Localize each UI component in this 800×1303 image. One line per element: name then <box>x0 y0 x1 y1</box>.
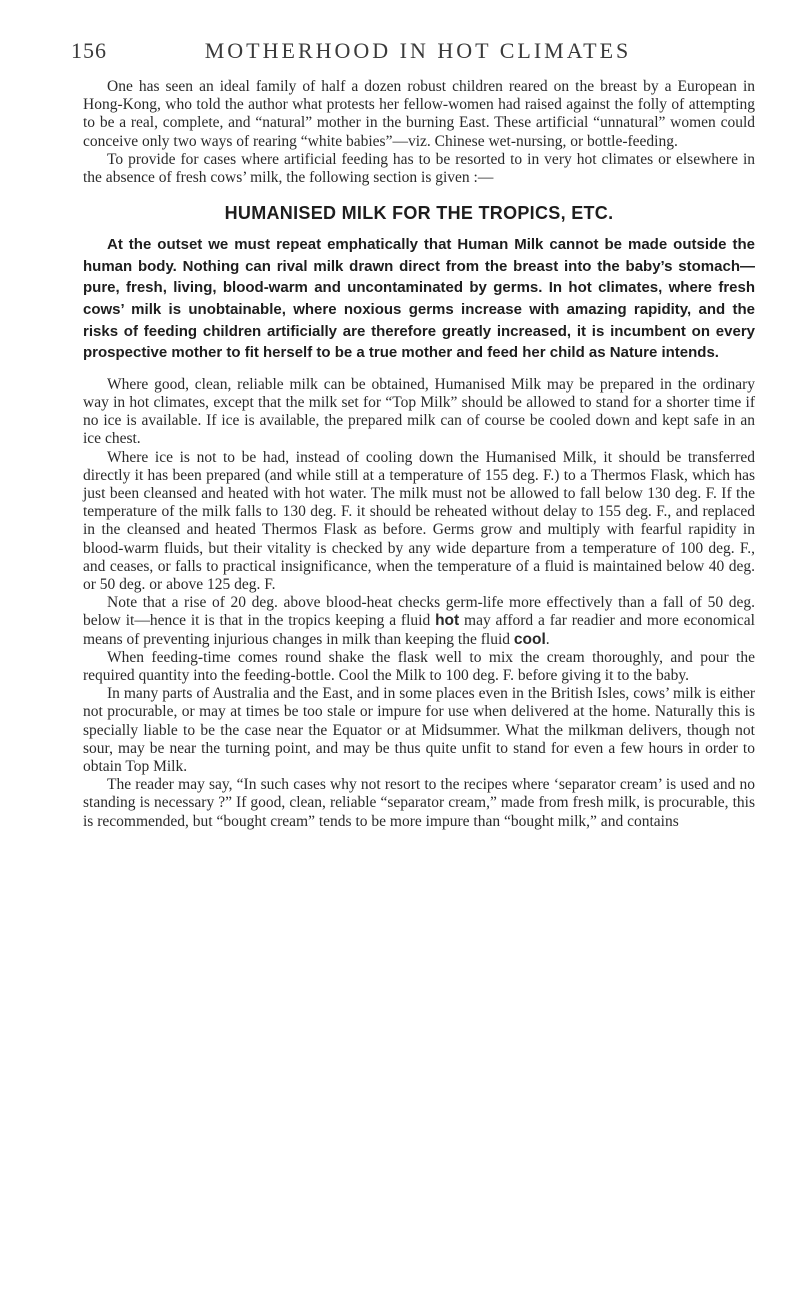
text-run: . <box>545 630 550 648</box>
paragraph: Where ice is not to be had, instead of cooling down the Humanised Milk, it should be transferred directly it has been prepared (and while still at a temperature of 155 deg. F.) to a Thermos Flask, which has just been cleansed and heated with hot water. The milk must not be allowed to fall below 130 deg. F. If the temperature of the milk falls to 130 deg. F. it should be reheated without delay to 155 deg. F., and replaced in the cleansed and heated Thermos Flask as before. Germs grow and multiply with fearful rapidity in blood-warm fluids, but their vitality is checked by any wide departure from a temperature of 100 deg. F., and ceases, or falls to practical insignificance, when the temperature of a fluid is maintained below 40 deg. or 50 deg. or above 125 deg. F. <box>83 448 755 594</box>
emphasis-paragraph: At the outset we must repeat emphatically that Human Milk cannot be made outside the human body. Nothing can rival milk drawn direct from the breast into the baby’s stomach—pure, fresh, living, blood-warm and uncontaminated by germs. In hot climates, where fresh cows’ milk is unobtainable, where noxious germs increase with amazing rapidity, and the risks of feeding children artificially are therefore greatly increased, it is incumbent on every prospective mother to fit herself to be a true mother and feed her child as Nature intends. <box>83 236 755 362</box>
section-heading: HUMANISED MILK FOR THE TROPICS, ETC. <box>224 203 614 224</box>
running-head: MOTHERHOOD IN HOT CLIMATES <box>204 38 632 63</box>
paragraph: The reader may say, “In such cases why not resort to the recipes where ‘separator cream’ is used and no standing is necessary ?” If good, clean, reliable “separator cream,” made from fresh milk, is procurable, this is recommended, but “bought cream” tends to be more impure than “bought milk,” and contains <box>83 776 755 830</box>
paragraph <box>83 594 755 649</box>
paragraph: When feeding-time comes round shake the flask well to mix the cream thoroughly, and pour the required quantity into the feeding-bottle. Cool the Milk to 100 deg. F. before giving it to the baby. <box>83 648 755 685</box>
bold-word-cool: cool <box>513 630 546 648</box>
paragraph: To provide for cases where artificial feeding has to be resorted to in very hot climates or elsewhere in the absence of fresh cows’ milk, the following section is given :— <box>83 150 755 187</box>
emphasis-block <box>83 234 755 364</box>
paragraph: Where good, clean, reliable milk can be obtained, Humanised Milk may be prepared in the ordinary way in hot climates, except that the milk set for “Top Milk” should be allowed to stand for a shorter time if no ice is available. If ice is available, the prepared milk can of course be cooled down and kept safe in an ice chest. <box>83 375 755 448</box>
text-run: Note that a rise of 20 deg. above blood-heat checks germ-life more effectively than a fall of 50 deg. below it—hence it is that in the tropics keeping a fluid <box>83 594 755 630</box>
paragraph: One has seen an ideal family of half a dozen robust children reared on the breast by a European in Hong-Kong, who told the author what protests her fellow-women had raised against the folly of attempting to be a real, complete, and “natural” mother in the burning East. These artificial “unnatural” women could conceive only two ways of rearing “white babies”—viz. Chinese wet-nursing, or bottle-feeding. <box>83 78 755 150</box>
page-header <box>71 38 755 78</box>
text-run: may afford a far readier and more economical means of preventing injurious changes in milk than keeping the fluid <box>83 612 755 648</box>
page-number: 156 <box>71 38 107 63</box>
book-page <box>71 38 755 831</box>
paragraph: In many parts of Australia and the East, and in some places even in the British Isles, cows’ milk is either not procurable, or may at times be too stale or impure for use when delivered at the home. Naturally this is specially liable to be the case near the Equator or at Midsummer. What the milkman delivers, though not sour, may be near the turning point, and may be thus quite unfit to stand for even a few hours in order to obtain Top Milk. <box>83 685 755 776</box>
intro-text <box>83 78 755 187</box>
body-text <box>83 376 755 831</box>
bold-word-hot: hot <box>435 612 460 630</box>
